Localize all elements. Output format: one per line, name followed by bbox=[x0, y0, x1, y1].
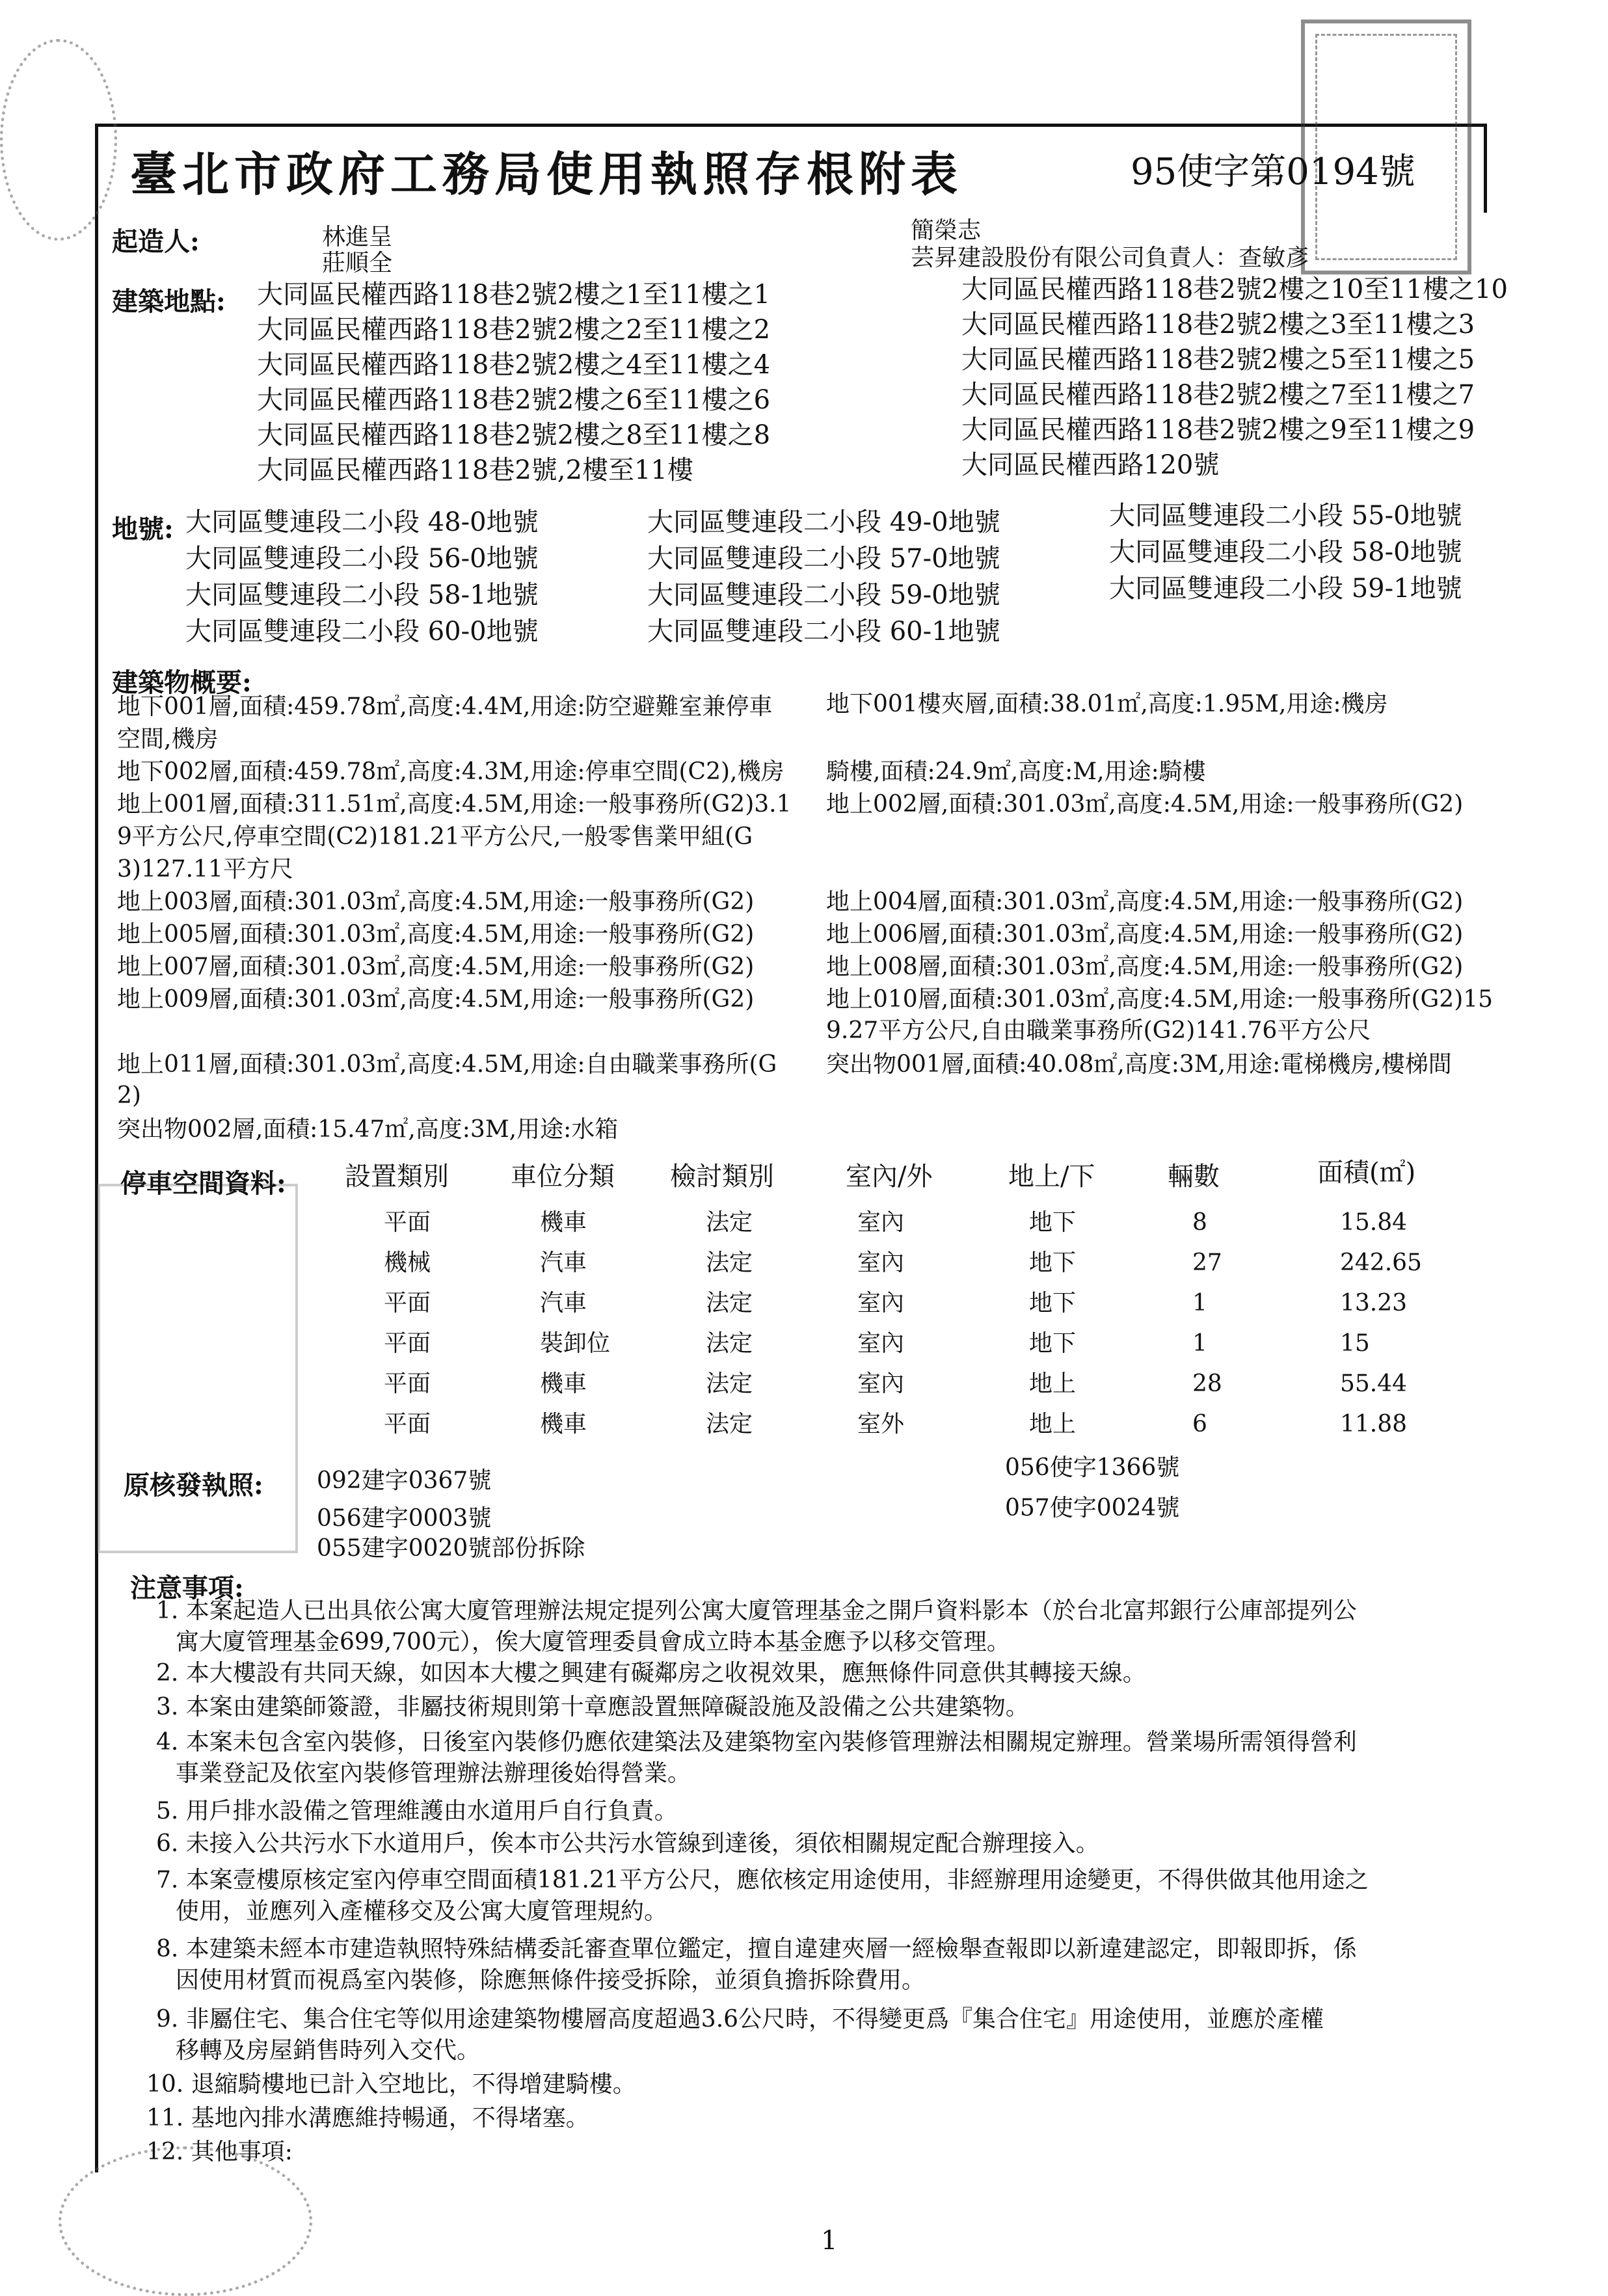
note-line-5: 4. 本案未包含室內裝修，日後室內裝修仍應依建築法及建築物室內裝修管理辦法相關規定辦理。營業場所需領得營利 bbox=[156, 1729, 1357, 1755]
building-right-1: 地下001樓夾層,面積:38.01㎡,高度:1.95M,用途:機房 bbox=[826, 691, 1388, 717]
parking-cell: 室外 bbox=[857, 1411, 905, 1437]
parking-cell: 法定 bbox=[706, 1411, 753, 1437]
building-left-13: 2) bbox=[117, 1082, 141, 1109]
building-right-11: 9.27平方公尺,自由職業事務所(G2)141.76平方公尺 bbox=[826, 1017, 1371, 1044]
parking-cell: 11.88 bbox=[1340, 1411, 1408, 1437]
parking-cell: 平面 bbox=[384, 1330, 431, 1357]
note-line-2: 寓大廈管理基金699,700元），俟大廈管理委員會成立時本基金應予以移交管理。 bbox=[176, 1629, 1010, 1655]
building-right-10: 地上010層,面積:301.03㎡,高度:4.5M,用途:一般事務所(G2)15 bbox=[826, 986, 1494, 1013]
address-left-1: 大同區民權西路118巷2號2樓之1至11樓之1 bbox=[257, 280, 771, 310]
note-line-3: 2. 本大樓設有共同天線，如因本大樓之興建有礙鄰房之收視效果，應無條件同意供其轉接天線。 bbox=[156, 1660, 1146, 1687]
note-line-9: 7. 本案壹樓原核定室內停車空間面積181.21平方公尺，應依核定用途使用，非經辦理用途變更，不得供做其他用途之 bbox=[156, 1867, 1369, 1893]
address-right-1: 大同區民權西路118巷2號2樓之10至11樓之10 bbox=[961, 274, 1508, 304]
parking-cell: 法定 bbox=[706, 1370, 753, 1397]
parking-col-area: 面積(㎡) bbox=[1317, 1158, 1416, 1188]
parking-cell: 平面 bbox=[384, 1290, 431, 1316]
parking-cell: 地下 bbox=[1029, 1290, 1077, 1316]
parking-cell: 法定 bbox=[706, 1249, 753, 1276]
address-right-3: 大同區民權西路118巷2號2樓之5至11樓之5 bbox=[961, 345, 1475, 375]
parking-cell: 裝卸位 bbox=[540, 1330, 611, 1357]
building-left-8: 地上005層,面積:301.03㎡,高度:4.5M,用途:一般事務所(G2) bbox=[117, 921, 755, 948]
building-right-8: 地上006層,面積:301.03㎡,高度:4.5M,用途:一般事務所(G2) bbox=[826, 921, 1464, 948]
parking-cell: 法定 bbox=[706, 1330, 753, 1357]
permit-number: 95使字第0194號 bbox=[1131, 151, 1415, 193]
parking-cell: 法定 bbox=[706, 1290, 753, 1316]
address-right-6: 大同區民權西路120號 bbox=[961, 450, 1220, 480]
applicant-name-4: 芸昇建設股份有限公司負責人：查敏彥 bbox=[911, 245, 1309, 271]
original-permit-left-1: 092建字0367號 bbox=[317, 1467, 492, 1494]
building-left-7: 地上003層,面積:301.03㎡,高度:4.5M,用途:一般事務所(G2) bbox=[117, 888, 755, 915]
parking-cell: 機械 bbox=[384, 1249, 431, 1276]
building-left-2: 空間,機房 bbox=[117, 726, 219, 753]
building-right-9: 地上008層,面積:301.03㎡,高度:4.5M,用途:一般事務所(G2) bbox=[826, 954, 1464, 980]
parking-cell: 機車 bbox=[540, 1209, 587, 1236]
parking-cell: 室內 bbox=[857, 1249, 905, 1276]
address-label: 建築地點: bbox=[112, 286, 226, 317]
parking-cell: 平面 bbox=[384, 1209, 431, 1236]
parking-col-review: 檢討類別 bbox=[670, 1162, 774, 1192]
note-line-4: 3. 本案由建築師簽證，非屬技術規則第十章應設置無障礙設施及設備之公共建築物。 bbox=[156, 1694, 1029, 1720]
building-left-12: 地上011層,面積:301.03㎡,高度:4.5M,用途:自由職業事務所(G bbox=[117, 1051, 777, 1078]
parking-col-category: 車位分類 bbox=[511, 1162, 615, 1192]
address-left-2: 大同區民權西路118巷2號2樓之2至11樓之2 bbox=[257, 315, 771, 345]
parking-col-count: 輛數 bbox=[1168, 1162, 1220, 1192]
parking-col-type: 設置類別 bbox=[345, 1162, 449, 1192]
building-left-4: 地上001層,面積:311.51㎡,高度:4.5M,用途:一般事務所(G2)3.1 bbox=[117, 791, 792, 818]
address-right-5: 大同區民權西路118巷2號2樓之9至11樓之9 bbox=[961, 415, 1475, 445]
parking-cell: 8 bbox=[1192, 1209, 1207, 1236]
note-line-15: 10. 退縮騎樓地已計入空地比，不得增建騎樓。 bbox=[146, 2071, 636, 2098]
original-permit-right-1: 056使字1366號 bbox=[1005, 1454, 1180, 1481]
original-permits-label: 原核發執照: bbox=[124, 1470, 263, 1501]
parking-cell: 地上 bbox=[1029, 1370, 1077, 1397]
round-seal-top-left bbox=[0, 39, 117, 241]
lot-1-2: 大同區雙連段二小段 49-0地號 bbox=[647, 507, 1000, 537]
building-label: 建築物概要: bbox=[112, 667, 252, 698]
lot-3-1: 大同區雙連段二小段 58-1地號 bbox=[185, 580, 539, 610]
parking-cell: 55.44 bbox=[1340, 1370, 1408, 1397]
parking-col-level: 地上/下 bbox=[1008, 1162, 1095, 1192]
parking-cell: 室內 bbox=[857, 1290, 905, 1316]
parking-cell: 15.84 bbox=[1340, 1209, 1408, 1236]
building-right-12: 突出物001層,面積:40.08㎡,高度:3M,用途:電梯機房,樓梯間 bbox=[826, 1051, 1452, 1078]
building-left-14: 突出物002層,面積:15.47㎡,高度:3M,用途:水箱 bbox=[117, 1116, 619, 1143]
parking-cell: 機車 bbox=[540, 1411, 587, 1437]
page-number: 1 bbox=[821, 2226, 838, 2256]
parking-cell: 汽車 bbox=[540, 1290, 587, 1316]
original-permit-left-2: 056建字0003號 bbox=[317, 1505, 492, 1532]
applicant-name-1: 林進呈 bbox=[322, 224, 393, 250]
parking-cell: 6 bbox=[1192, 1411, 1207, 1437]
page-title: 臺北市政府工務局使用執照存根附表 bbox=[130, 146, 963, 202]
parking-label: 停車空間資料: bbox=[120, 1168, 286, 1199]
parking-cell: 汽車 bbox=[540, 1249, 587, 1276]
note-line-1: 1. 本案起造人已出具依公寓大廈管理辦法規定提列公寓大廈管理基金之開戶資料影本（於台北富邦銀行公庫部提列公 bbox=[156, 1597, 1357, 1624]
address-left-3: 大同區民權西路118巷2號2樓之4至11樓之4 bbox=[257, 350, 771, 380]
address-left-6: 大同區民權西路118巷2號,2樓至11樓 bbox=[257, 455, 693, 485]
parking-cell: 27 bbox=[1192, 1249, 1222, 1276]
left-border bbox=[95, 124, 98, 2172]
building-left-10: 地上009層,面積:301.03㎡,高度:4.5M,用途:一般事務所(G2) bbox=[117, 986, 755, 1013]
lot-4-2: 大同區雙連段二小段 60-1地號 bbox=[647, 617, 1000, 647]
note-line-8: 6. 未接入公共污水下水道用戶，俟本市公共污水管線到達後，須依相關規定配合辦理接入。 bbox=[156, 1830, 1099, 1857]
note-line-6: 事業登記及依室內裝修管理辦法辦理後始得營業。 bbox=[176, 1760, 691, 1787]
applicant-name-3: 簡榮志 bbox=[911, 217, 982, 244]
note-line-12: 因使用材質而視爲室內裝修，除應無條件接受拆除，並須負擔拆除費用。 bbox=[176, 1967, 926, 1994]
address-left-4: 大同區民權西路118巷2號2樓之6至11樓之6 bbox=[257, 385, 771, 415]
parking-cell: 室內 bbox=[857, 1330, 905, 1357]
address-right-2: 大同區民權西路118巷2號2樓之3至11樓之3 bbox=[961, 310, 1475, 340]
building-left-1: 地下001層,面積:459.78㎡,高度:4.4M,用途:防空避難室兼停車 bbox=[117, 693, 773, 720]
parking-cell: 機車 bbox=[540, 1370, 587, 1397]
note-line-11: 8. 本建築未經本市建造執照特殊結構委託審查單位鑑定，擅自違建夾層一經檢舉查報即以新違建認定，即報即拆，係 bbox=[156, 1936, 1357, 1962]
original-permit-right-2: 057使字0024號 bbox=[1005, 1495, 1180, 1521]
round-seal-bottom-left bbox=[59, 2146, 312, 2296]
building-right-7: 地上004層,面積:301.03㎡,高度:4.5M,用途:一般事務所(G2) bbox=[826, 888, 1464, 915]
parking-cell: 28 bbox=[1192, 1370, 1222, 1397]
applicant-label: 起造人: bbox=[112, 226, 200, 257]
parking-cell: 平面 bbox=[384, 1370, 431, 1397]
building-right-4: 地上002層,面積:301.03㎡,高度:4.5M,用途:一般事務所(G2) bbox=[826, 791, 1464, 818]
parking-cell: 15 bbox=[1340, 1330, 1370, 1357]
parking-col-indoor: 室內/外 bbox=[846, 1162, 933, 1192]
building-left-5: 9平方公尺,停車空間(C2)181.21平方公尺,一般零售業甲組(G bbox=[117, 823, 753, 850]
lot-1-3: 大同區雙連段二小段 55-0地號 bbox=[1109, 501, 1462, 531]
parking-cell: 地下 bbox=[1029, 1249, 1077, 1276]
parking-cell: 13.23 bbox=[1340, 1290, 1408, 1316]
note-line-17: 12. 其他事項: bbox=[146, 2139, 293, 2165]
note-line-14: 移轉及房屋銷售時列入交代。 bbox=[176, 2037, 481, 2064]
lot-3-3: 大同區雙連段二小段 59-1地號 bbox=[1109, 574, 1462, 604]
note-line-16: 11. 基地內排水溝應維持暢通，不得堵塞。 bbox=[146, 2105, 589, 2131]
notes-label: 注意事項: bbox=[130, 1573, 244, 1603]
parking-cell: 地下 bbox=[1029, 1209, 1077, 1236]
lot-4-1: 大同區雙連段二小段 60-0地號 bbox=[185, 617, 539, 647]
lot-3-2: 大同區雙連段二小段 59-0地號 bbox=[647, 580, 1000, 610]
lot-1-1: 大同區雙連段二小段 48-0地號 bbox=[185, 507, 539, 537]
note-line-7: 5. 用戶排水設備之管理維護由水道用戶自行負責。 bbox=[156, 1798, 678, 1824]
parking-cell: 地下 bbox=[1029, 1330, 1077, 1357]
parking-cell: 地上 bbox=[1029, 1411, 1077, 1437]
note-line-10: 使用，並應列入產權移交及公寓大廈管理規約。 bbox=[176, 1898, 668, 1925]
note-line-13: 9. 非屬住宅、集合住宅等似用途建築物樓層高度超過3.6公尺時，不得變更爲『集合住宅』用途使用，並應於產權 bbox=[156, 2006, 1324, 2033]
lots-label: 地號: bbox=[112, 514, 174, 544]
lot-2-3: 大同區雙連段二小段 58-0地號 bbox=[1109, 537, 1462, 567]
building-left-9: 地上007層,面積:301.03㎡,高度:4.5M,用途:一般事務所(G2) bbox=[117, 954, 755, 980]
parking-cell: 1 bbox=[1192, 1290, 1207, 1316]
applicant-name-2: 莊順全 bbox=[322, 250, 393, 276]
building-left-6: 3)127.11平方尺 bbox=[117, 856, 293, 883]
parking-cell: 室內 bbox=[857, 1370, 905, 1397]
parking-cell: 室內 bbox=[857, 1209, 905, 1236]
parking-cell: 242.65 bbox=[1340, 1249, 1422, 1276]
address-right-4: 大同區民權西路118巷2號2樓之7至11樓之7 bbox=[961, 380, 1475, 410]
original-permit-left-3: 055建字0020號部份拆除 bbox=[317, 1535, 585, 1562]
lot-2-1: 大同區雙連段二小段 56-0地號 bbox=[185, 544, 539, 574]
lot-2-2: 大同區雙連段二小段 57-0地號 bbox=[647, 544, 1000, 574]
address-left-5: 大同區民權西路118巷2號2樓之8至11樓之8 bbox=[257, 420, 771, 450]
parking-cell: 平面 bbox=[384, 1411, 431, 1437]
building-left-3: 地下002層,面積:459.78㎡,高度:4.3M,用途:停車空間(C2),機房 bbox=[117, 758, 784, 785]
building-right-3: 騎樓,面積:24.9㎡,高度:M,用途:騎樓 bbox=[826, 758, 1206, 785]
parking-cell: 法定 bbox=[706, 1209, 753, 1236]
parking-cell: 1 bbox=[1192, 1330, 1207, 1357]
